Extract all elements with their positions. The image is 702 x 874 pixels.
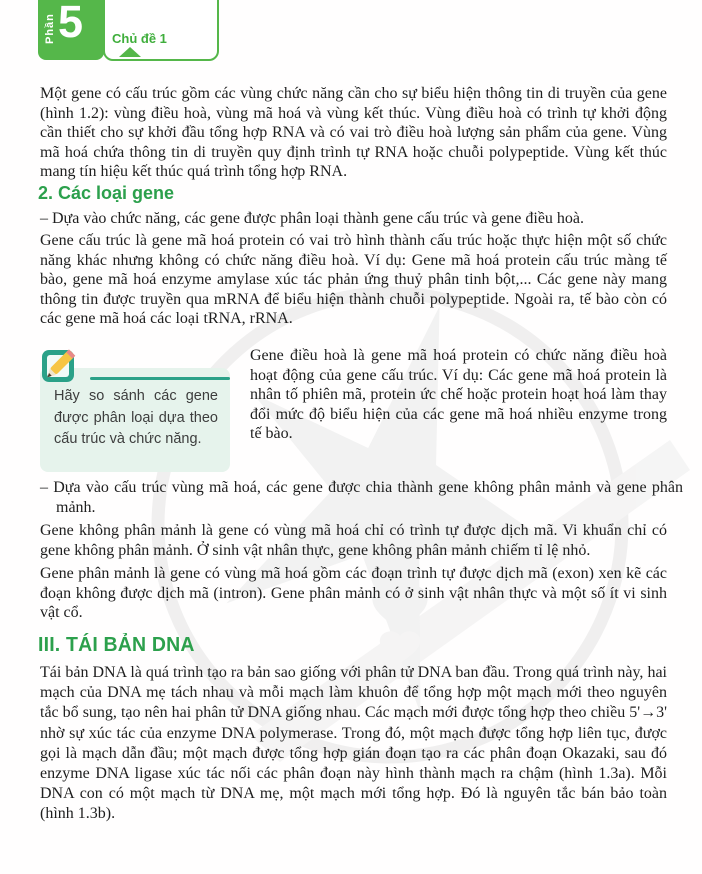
paragraph-unfragmented-gene: Gene không phân mảnh là gene có vùng mã hoá chỉ có trình tự được dịch mã. Vi khuẩn chỉ có gene không phân mảnh. Ở sinh vật nhân thực, gene không phân mảnh chiếm tỉ lệ nhỏ.	[40, 522, 667, 559]
paragraph-gene-structure: Một gene có cấu trúc gồm các vùng chức năng cần cho sự biểu hiện thông tin di truyền của gene (hình 1.2): vùng điều hoà, vùng mã hoá và vùng kết thúc. Vùng điều hoà có trình tự khởi động cần thiết cho sự khởi đầu tổng hợp RNA và có vai trò điều hoà lượng sản phẩm của gene. Vùng mã hoá chứa thông tin di truyền quy định trình tự RNA hoặc chuỗi polypeptide. Vùng kết thúc mang tín hiệu kết thúc quá trình tổng hợp RNA.	[40, 85, 667, 181]
note-question-text: Hãy so sánh các gene được phân loại dựa theo cấu trúc và chức năng.	[54, 388, 218, 447]
paragraph-regulatory-gene: Gene điều hoà là gene mã hoá protein có chức năng điều hoà hoạt động của gene cấu trúc. Ví dụ: Các gene mã hoá protein là nhân tố phiên mã, protein ức chế hoặc protein hoạt hoá làm thay đổi mức độ biểu hiện của các gene mã hoá nhiều enzyme trong tế bào.	[250, 347, 667, 443]
paragraph-structural-gene: Gene cấu trúc là gene mã hoá protein có vai trò hình thành cấu trúc hoặc thực hiện một số chức năng khác nhưng không có chức năng điều hoà. Ví dụ: Gene mã hoá protein cấu trúc màng tế bào, gene mã hoá enzyme amylase xúc tác phản ứng thuỷ phân tinh bột,... Các gene này mang thông tin được truyền qua mRNA để biểu hiện thành chuỗi polypeptide. Ngoài ra, tế bào còn có các gene mã hoá các loại tRNA, rRNA.	[40, 232, 667, 328]
note-question-box	[40, 346, 232, 476]
part-tab	[38, 0, 104, 60]
part-number: 5	[58, 0, 84, 47]
part-label: Phần	[44, 13, 56, 44]
notepad-pencil-icon	[40, 340, 88, 386]
paragraph-dna-replication: Tái bản DNA là quá trình tạo ra bản sao giống với phân tử DNA ban đầu. Trong quá trình này, hai mạch của DNA mẹ tách nhau và mỗi mạch làm khuôn để tổng hợp một mạch mới theo nguyên tắc bổ sung, tạo nên hai phân tử DNA giống nhau. Các mạch mới được tổng hợp theo chiều 5'→3' nhờ sự xúc tác của enzyme DNA polymerase. Trong đó, một mạch được tổng hợp liên tục, được gọi là mạch dẫn đầu; một mạch được tổng hợp gián đoạn tạo ra các phân đoạn Okazaki, sau đó enzyme DNA ligase xúc tác nối các phân đoạn này hình thành mạch ra chậm (hình 1.3a). Mỗi DNA con có một mạch từ DNA mẹ, một mạch mới tổng hợp. Đó là nguyên tắc bán bảo toàn (hình 1.3b).	[40, 664, 667, 823]
paragraph-fragmented-gene: Gene phân mảnh là gene có vùng mã hoá gồm các đoạn trình tự được dịch mã (exon) xen kẽ các đoạn không được dịch mã (intron). Gene phân mảnh có ở sinh vật nhân thực và một số ít vi sinh vật cổ.	[40, 565, 667, 622]
topic-tab-notch-icon	[119, 47, 141, 57]
heading-dna-replication: III. TÁI BẢN DNA	[38, 633, 195, 656]
heading-gene-types: 2. Các loại gene	[38, 183, 175, 203]
bullet-classify-by-structure: – Dựa vào cấu trúc vùng mã hoá, các gene được chia thành gene không phân mảnh và gene phân mảnh.	[40, 479, 683, 516]
note-row	[40, 346, 667, 476]
topic-label: Chủ đề 1	[112, 31, 167, 46]
note-box-divider	[90, 377, 230, 380]
bullet-classify-by-function: – Dựa vào chức năng, các gene được phân loại thành gene cấu trúc và gene điều hoà.	[40, 210, 585, 227]
